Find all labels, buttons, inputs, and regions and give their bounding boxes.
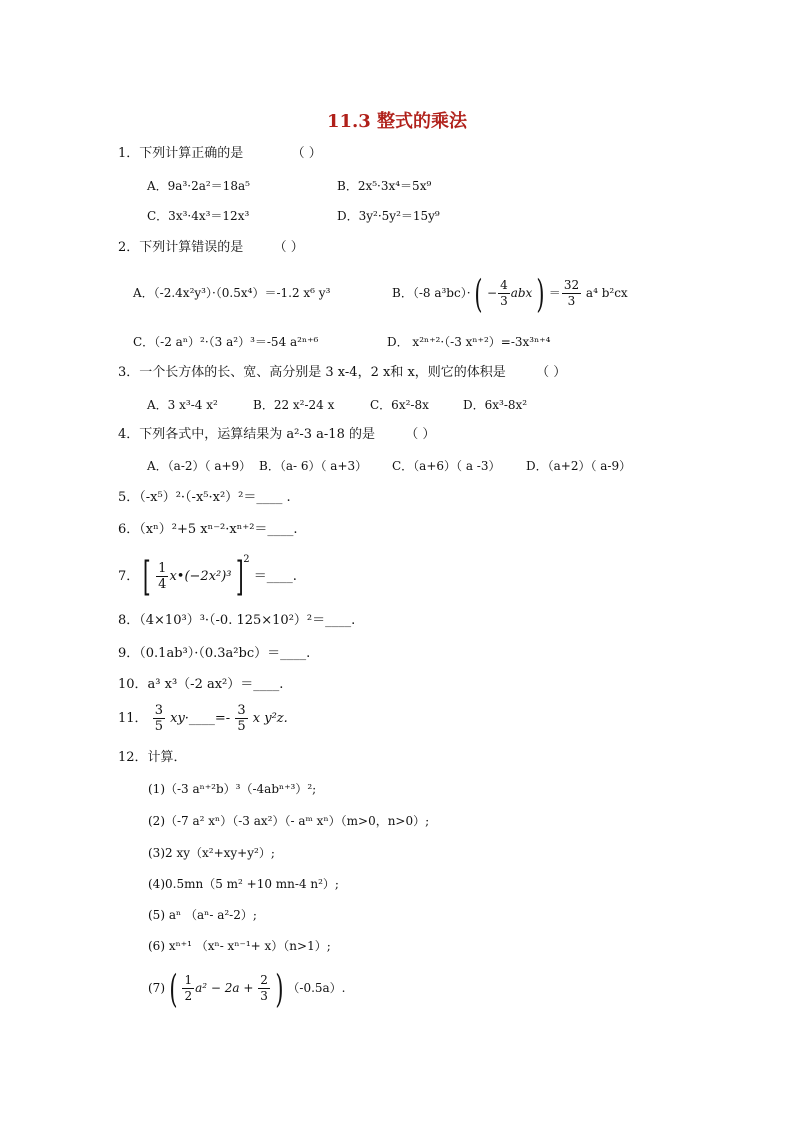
fraction: $\frac{1}{2}$ (184, 973, 193, 1003)
sub-question-6: (6) xⁿ⁺¹ （xⁿ- xⁿ⁻¹+ x）（n>1）; (148, 939, 331, 953)
option-c: C．3x³·4x³＝12x³ (147, 209, 250, 223)
fraction: $\frac{1}{4}$ (158, 561, 167, 592)
left-paren: ( (169, 966, 178, 1011)
option-b: B．2x⁵·3x⁴＝5x⁹ (337, 179, 432, 193)
option-b: B．（a- 6）（ a+3） (259, 459, 368, 473)
right-paren: ) (536, 271, 545, 316)
left-bracket: [ (143, 553, 152, 600)
question-4-stem: 4．下列各式中，运算结果为 a²-3 a-18 的是 (118, 427, 375, 442)
fraction: $\frac{3}{5}$ (154, 703, 163, 734)
option-b: B．22 x²-24 x (253, 398, 335, 412)
answer-parens: （ ） (405, 427, 436, 442)
option-d: D．3y²·5y²＝15y⁹ (337, 209, 440, 223)
option-d: D． x²ⁿ⁺²·（-3 xⁿ⁺²）=-3x³ⁿ⁺⁴ (387, 335, 551, 349)
question-2-stem: 2．下列计算错误的是 (118, 240, 244, 255)
answer-parens: （ ） (291, 146, 322, 161)
question-4 (118, 427, 435, 443)
sub-question-5: (5) aⁿ （aⁿ- a²-2）; (148, 908, 257, 922)
fraction: $\frac{4}{3}$ (500, 278, 508, 308)
question-9: 9．（0.1ab³）·（0.3a²bc）＝____. (118, 646, 311, 661)
sub-question-7: (7) ( $\frac{1}{2}$ a² − 2a + $\frac{2}{3}$ ) （-0.5a）. (148, 966, 346, 1011)
fraction: $\frac{2}{3}$ (260, 973, 268, 1003)
sub-question-3: (3)2 xy（x²+xy+y²）; (148, 846, 275, 860)
question-3-stem: 3．一个长方体的长、宽、高分别是 3 x-4，2 x和 x，则它的体积是 (118, 365, 506, 380)
question-8: 8．（4×10³）³·（-0. 125×10²）²＝____. (118, 613, 356, 628)
question-11: 11． $\frac{3}{5}$ xy·____=- $\frac{3}{5}$ x y²z. (118, 703, 288, 734)
right-paren: ) (275, 966, 284, 1011)
question-1 (118, 146, 322, 162)
option-d: D．6x³-8x² (463, 398, 528, 412)
sub-question-1: (1)（-3 aⁿ⁺²b）³（-4abⁿ⁺³）²; (148, 782, 317, 796)
question-12: 12．计算． (118, 750, 187, 765)
option-d: D．（a+2）（ a-9） (526, 459, 632, 473)
option-a: A．（-2.4x²y³）·（0.5x⁴）＝-1.2 x⁶ y³ (133, 286, 331, 300)
option-c: C．（a+6）（ a -3） (392, 459, 501, 473)
left-paren: ( (474, 271, 483, 316)
option-a: A．9a³·2a²＝18a⁵ (147, 179, 250, 193)
answer-parens: （ ） (273, 240, 304, 255)
option-a: A．（a-2）（ a+9） (147, 459, 252, 473)
option-c: C．（-2 aⁿ）²·（3 a²）³＝-54 a²ⁿ⁺⁶ (133, 335, 319, 349)
sub-question-2: (2)（-7 a² xⁿ）（-3 ax²）（- aᵐ xⁿ）（m>0，n>0）; (148, 814, 430, 828)
option-b: B．（-8 a³bc）· ( − $\frac{4}{3}$ abx ) ＝ $\frac{32}{3}$ a⁴ b²cx (392, 271, 628, 316)
option-c: C．6x²-8x (370, 398, 429, 412)
option-a: A．3 x³-4 x² (147, 398, 218, 412)
question-3 (118, 365, 566, 381)
answer-parens: （ ） (536, 365, 567, 380)
question-5: 5．（-x⁵）²·（-x⁵·x²）²＝____ . (118, 490, 291, 505)
sub-question-4: (4)0.5mn（5 m² +10 mn-4 n²）; (148, 877, 339, 891)
question-2 (118, 240, 304, 256)
fraction: $\frac{32}{3}$ (563, 278, 580, 308)
right-bracket: ] (235, 553, 244, 600)
page-title: 11.3 整式的乘法 (326, 111, 468, 132)
fraction: $\frac{3}{5}$ (237, 703, 246, 734)
question-1-stem: 1．下列计算正确的是 (118, 146, 244, 161)
question-6: 6．（xⁿ）²+5 xⁿ⁻²·xⁿ⁺²＝____. (118, 522, 298, 537)
question-7: 7． [ $\frac{1}{4}$ x•(−2x²)³ ]$^2$ ＝____. (118, 553, 297, 600)
question-10: 10．a³ x³（-2 ax²）＝____. (118, 677, 284, 692)
